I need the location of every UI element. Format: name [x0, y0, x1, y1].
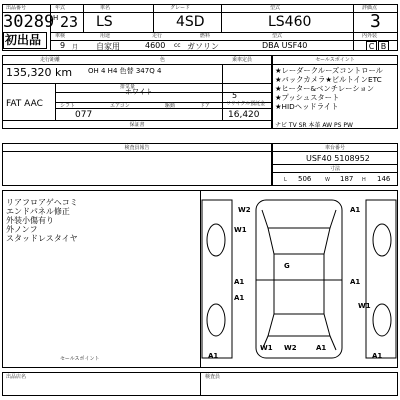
- lot-number: 30289: [3, 12, 55, 32]
- dims-label: 寸法: [329, 166, 341, 172]
- distance-unit: cc: [174, 42, 181, 49]
- score: 3: [370, 11, 381, 32]
- spec-label-mileage: 走行距離: [40, 57, 61, 63]
- damage-mark: A1: [316, 344, 327, 352]
- divider: [55, 92, 272, 93]
- spec-label-seats: 乗車定員: [232, 57, 253, 63]
- damage-mark: W1: [260, 344, 273, 352]
- exterior-grade: B: [378, 41, 389, 51]
- dealer-label: 保証書: [129, 122, 145, 128]
- note-line: 外装小傷有り: [6, 216, 54, 225]
- row2-label-inspection: 車検: [55, 33, 66, 39]
- damage-mark: A1: [372, 352, 383, 360]
- damage-mark: W2: [238, 206, 251, 214]
- features-list: [275, 66, 383, 111]
- note-line: リアフロアゲヘコミ: [6, 198, 78, 207]
- divider: [2, 83, 272, 84]
- features-header: セールスポイント: [315, 57, 355, 63]
- header-label-make: 車名: [100, 5, 111, 11]
- chassis-number: USF40 5108952: [306, 154, 370, 163]
- header-label-grade: グレード: [170, 5, 191, 11]
- damage-mark: W2: [284, 344, 297, 352]
- width-label: W: [325, 177, 330, 183]
- height-label: H: [362, 177, 366, 183]
- damage-mark: A1: [208, 352, 219, 360]
- year: 23: [60, 13, 79, 31]
- note-line: 外ノンフ: [6, 225, 38, 234]
- spec-label-shift: シフト: [60, 103, 76, 109]
- note-line: エンドパネル修正: [6, 207, 70, 216]
- divider: [272, 151, 398, 152]
- spec-label-ac: エアコン: [110, 103, 130, 109]
- spec-label-color: 色: [160, 57, 166, 63]
- chassis-header: 車台番号: [324, 145, 346, 151]
- row2-label-fuel: 燃料: [200, 33, 211, 39]
- equip-row: ナビ TV SR 本革 AW PS PW: [275, 122, 353, 129]
- damage-mark: W1: [358, 302, 371, 310]
- color: ホワイト: [125, 88, 153, 96]
- divider: [55, 108, 272, 109]
- damage-mark: W1: [234, 226, 247, 234]
- spec-label-recycle: リサイクル預託金: [226, 101, 266, 107]
- damage-mark: A1: [234, 294, 245, 302]
- recycle-fee: 16,420: [228, 110, 260, 120]
- row2-label-usage: 用途: [100, 33, 111, 39]
- model-name: LS460: [268, 14, 312, 30]
- year-prefix: H: [53, 14, 59, 22]
- divider: [2, 64, 272, 65]
- model-code: DBA USF40: [262, 41, 308, 50]
- header-label-lot: 出品番号: [6, 5, 27, 11]
- divider: [272, 172, 398, 173]
- divider: [83, 4, 84, 32]
- inspection-unit: 月: [72, 44, 79, 51]
- inspection: 9: [60, 41, 66, 50]
- shoppin-badge: 初出品: [5, 33, 42, 47]
- notes-list: [6, 198, 78, 243]
- mileage: 135,320 km: [6, 66, 73, 79]
- notes-footer-label: セールスポイント: [60, 356, 100, 362]
- row2-label-model: 型式: [272, 33, 283, 39]
- footer-label-right: 検査員: [205, 374, 221, 380]
- divider: [353, 4, 354, 51]
- header-label-year: 年式: [55, 5, 66, 11]
- width-value: 187: [340, 175, 354, 183]
- remarks-header: 検査員報告: [124, 145, 150, 151]
- spec-label-drive: 駆動: [165, 103, 176, 109]
- damage-mark: G: [284, 262, 290, 270]
- feature-item: ★レーダークルーズコントロール: [275, 66, 383, 75]
- mileage-extra: OH 4 H4 色替 347Q 4: [88, 67, 162, 75]
- divider: [153, 4, 154, 32]
- grade: 4SD: [176, 14, 205, 30]
- row2-label-interior: 内外装: [362, 33, 378, 39]
- damage-mark: A1: [234, 278, 245, 286]
- divider: [222, 64, 223, 120]
- divider: [272, 64, 398, 65]
- height-value: 146: [377, 175, 391, 183]
- length-value: 506: [298, 175, 312, 183]
- row2-label-distance: 走行: [152, 33, 163, 39]
- spec-label-displacement: 排気量: [120, 84, 136, 90]
- spec-label-door: ドア: [200, 103, 210, 109]
- divider: [55, 83, 56, 120]
- length-label: L: [284, 177, 287, 183]
- shift: FAT AAC: [6, 99, 43, 109]
- header-label-model: 型式: [270, 5, 281, 11]
- seats: 5: [232, 91, 238, 100]
- note-line: スタッドレスタイヤ: [6, 234, 78, 243]
- feature-item: ★プッシュスタート: [275, 93, 340, 102]
- damage-mark: A1: [350, 278, 361, 286]
- divider: [221, 4, 222, 32]
- usage: 自家用: [96, 42, 120, 51]
- footer-label-left: 出品店名: [6, 374, 27, 380]
- feature-item: ★ヒーター&ベンチレーション: [275, 84, 375, 93]
- make: LS: [96, 14, 113, 30]
- divider: [200, 372, 201, 396]
- divider: [272, 164, 398, 165]
- divider: [2, 151, 272, 152]
- feature-item: ★バックカメラ★ビルトインETC: [275, 75, 382, 84]
- interior-grade: C: [366, 41, 377, 51]
- damage-marks: [200, 190, 398, 368]
- color-code: 077: [75, 110, 93, 120]
- divider: [2, 120, 272, 121]
- distance: 4600: [145, 41, 166, 50]
- fuel: ガソリン: [187, 42, 219, 51]
- damage-mark: A1: [350, 206, 361, 214]
- feature-item: ★HIDヘッドライト: [275, 102, 339, 111]
- header-label-score: 評価点: [362, 5, 378, 11]
